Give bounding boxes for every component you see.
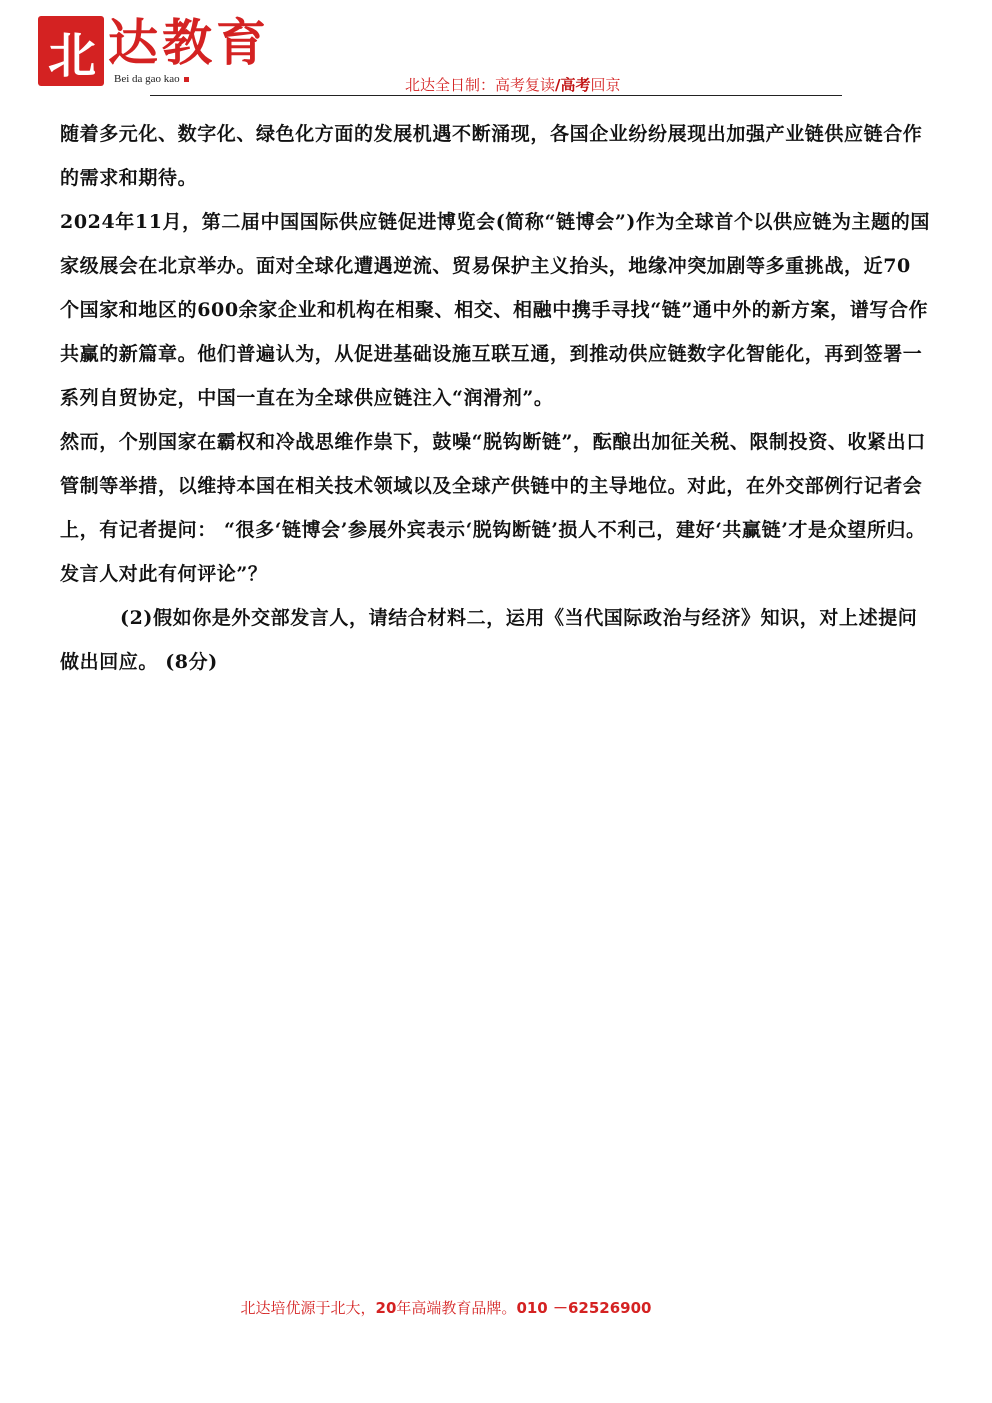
slogan-part-a: 北达全日制：高考复读 xyxy=(405,76,556,94)
slogan-part-c: 回京 xyxy=(590,76,621,94)
footer-text-b: 20 xyxy=(375,1299,397,1317)
logo-subtitle-text: Bei da gao kao xyxy=(114,73,180,85)
paragraph-3: 然而，个别国家在霸权和冷战思维作祟下，鼓噪“脱钩断链”，酝酿出加征关税、限制投资、收紧出口管制等举措，以维持本国在相关技术领域以及全球产供链中的主导地位。对此，在外交部例行记者会上，有记者提问： “很多‘链博会’参展外宾表示‘脱钩断链’损人不利己，建好‘共赢链’才是众望所归。发言人对此有何评论”？ xyxy=(60,431,926,585)
footer-phone: 010 －62526900 xyxy=(516,1299,652,1317)
logo-square-icon xyxy=(184,77,189,82)
logo-mark xyxy=(38,16,104,86)
footer-text-a: 北达培优源于北大， xyxy=(240,1299,376,1317)
logo-char: 北 xyxy=(47,27,94,84)
document-body xyxy=(60,112,930,684)
logo-subtitle xyxy=(114,73,189,85)
paragraph-2: 2024年11月，第二届中国国际供应链促进博览会(简称“链博会”)作为全球首个以供应链为主题的国家级展会在北京举办。面对全球化遭遇逆流、贸易保护主义抬头，地缘冲突加剧等多重挑战，近70个国家和地区的600余家企业和机构在相聚、相交、相融中携手寻找“链”通中外的新方案，谱写合作共赢的新篇章。他们普遍认为，从促进基础设施互联互通，到推动供应链数字化智能化，再到签署一系列自贸协定，中国一直在为全球供应链注入“润滑剂”。 xyxy=(60,211,930,409)
slogan-part-b: /高考 xyxy=(555,76,591,94)
logo-text: 达教育 xyxy=(108,13,270,72)
footer-text-c: 年高端教育品牌。 xyxy=(396,1299,517,1317)
paragraph-1: 随着多元化、数字化、绿色化方面的发展机遇不断涌现，各国企业纷纷展现出加强产业链供应链合作的需求和期待。 xyxy=(60,123,923,189)
question-2: (2)假如你是外交部发言人，请结合材料二，运用《当代国际政治与经济》知识，对上述提问做出回应。 (8分) xyxy=(60,607,918,673)
header-divider xyxy=(150,95,842,96)
header-slogan xyxy=(405,74,621,95)
footer xyxy=(0,1297,992,1318)
